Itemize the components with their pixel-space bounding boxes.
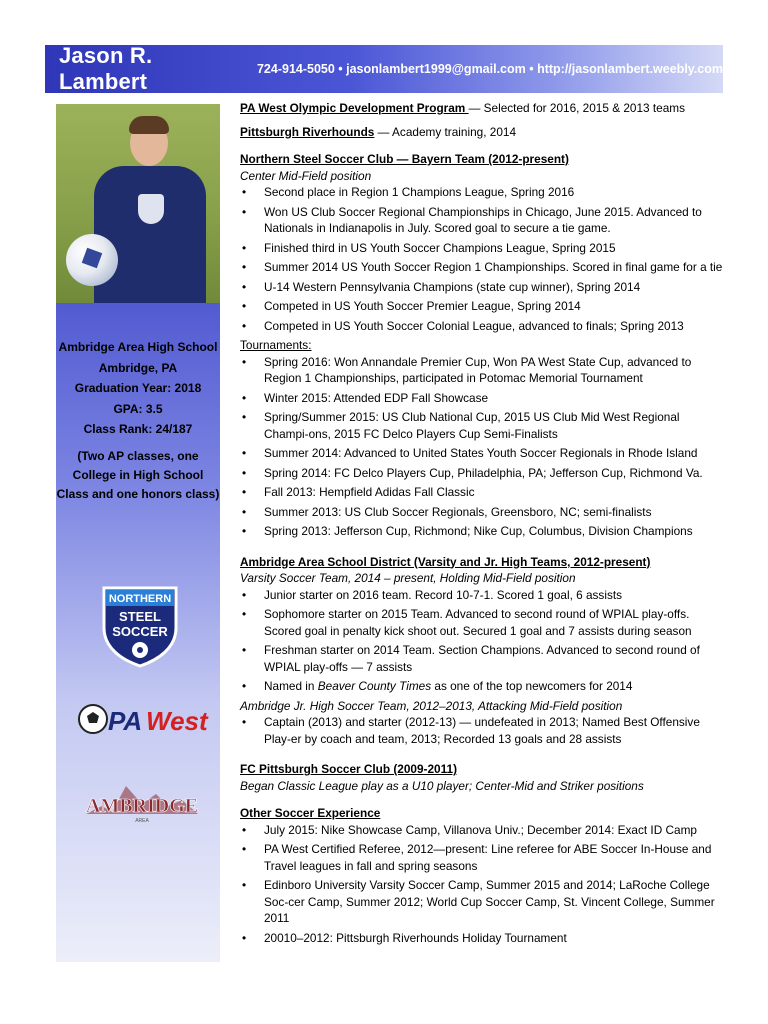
list-item: • Spring 2016: Won Annandale Premier Cup, Won PA West State Cup, advanced to Region 1 Championships, participated in Potomac Memorial Tournament (240, 354, 724, 387)
list-item: • PA West Certified Referee, 2012—present: Line referee for ABE Soccer In-House and Travel leagues in fall and spring seasons (240, 841, 724, 874)
list-item: • Sophomore starter on 2015 Team. Advanced to second round of WPIAL play-offs. Scored goal in penalty kick shoot out. Secured 1 goal and 7 assists during season (240, 606, 724, 639)
list-item: • Fall 2013: Hempfield Adidas Fall Classic (240, 484, 724, 501)
tournaments-label: Tournaments: (240, 338, 312, 352)
list-item: • Won US Club Soccer Regional Championships in Chicago, June 2015. Advanced to Nationals in Indianapolis in July. Scored goal to secure a tie game. (240, 204, 724, 237)
photo-jersey-crest (138, 194, 164, 224)
list-item: • Summer 2014: Advanced to United States Youth Soccer Regionals in Rhode Island (240, 445, 724, 462)
list-item: • U-14 Western Pennsylvania Champions (state cup winner), Spring 2014 (240, 279, 724, 296)
graduation-year: Graduation Year: 2018 (74, 381, 202, 395)
section-title-aasd: Ambridge Area School District (Varsity and Jr. High Teams, 2012-present) (240, 554, 651, 569)
section-title-other: Other Soccer Experience (240, 806, 381, 820)
list-item: • Second place in Region 1 Champions League, Spring 2016 (240, 184, 724, 201)
list-item: • Competed in US Youth Soccer Premier League, Spring 2014 (240, 298, 724, 315)
school-location: Ambridge, PA (98, 360, 178, 375)
list-item: • Summer 2014 US Youth Soccer Region 1 Championships. Scored in final game for a tie (240, 259, 724, 276)
list-item: • Spring 2013: Jefferson Cup, Richmond; Nike Cup, Columbus, Division Champions (240, 523, 724, 540)
varsity-subtitle: Varsity Soccer Team, 2014 – present, Holding Mid-Field position (240, 571, 576, 585)
contact-info[interactable]: 724-914-5050 • jasonlambert1999@gmail.com • http://jasonlambert.weebly.com (256, 62, 723, 76)
school-info (56, 340, 220, 510)
logo-text-ambridge: AMBRIDGE (85, 795, 199, 817)
class-rank: Class Rank: 24/187 (83, 422, 193, 436)
photo-jersey (94, 166, 206, 303)
northern-steel-logo (100, 584, 180, 668)
section-title-fcp: FC Pittsburgh Soccer Club (2009-2011) (240, 762, 457, 776)
photo-hair (129, 116, 169, 134)
fcp-subtitle: Began Classic League play as a U10 player; Center-Mid and Striker positions (240, 778, 644, 793)
list-item: • Finished third in US Youth Soccer Champions League, Spring 2015 (240, 240, 724, 257)
list-item: • Competed in US Youth Soccer Colonial League, advanced to finals; Spring 2013 (240, 318, 724, 335)
logo-text-northern: NORTHERN (108, 593, 172, 605)
list-item: • Named in Beaver County Times as one of the top newcomers for 2014 (240, 678, 724, 695)
candidate-name: Jason R. Lambert (59, 43, 153, 94)
jr-high-subtitle: Ambridge Jr. High Soccer Team, 2012–2013, Attacking Mid-Field position (240, 698, 623, 713)
list-item: • Captain (2013) and starter (2012-13) — undefeated in 2013; Named Best Offensive Play-er by coach and team, 2013; Recorded 13 goals and 28 assists (240, 714, 724, 747)
other-list (240, 822, 724, 947)
list-item: • Summer 2013: US Club Soccer Regionals, Greensboro, NC; semi-finalists (240, 504, 724, 521)
list-item: • Edinboro University Varsity Soccer Camp, Summer 2015 and 2014; LaRoche College Soc-cer Camp, Summer 2012; World Cup Soccer Camp, St. Vincent College, Summer 2011 (240, 877, 724, 927)
list-item: • Junior starter on 2016 team. Record 10-7-1. Scored 1 goal, 6 assists (240, 587, 724, 604)
resume-header (45, 45, 723, 93)
odp-line: PA West Olympic Development Program — Selected for 2016, 2015 & 2013 teams (240, 101, 685, 115)
academic-note: (Two AP classes, one College in High School Class and one honors class) (56, 449, 220, 501)
list-item: • Spring/Summer 2015: US Club National Cup, 2015 US Club Mid West Regional Champi-ons, 2015 FC Delco Players Cup Semi-Finalists (240, 409, 724, 442)
logo-text-steel: STEEL (119, 609, 161, 624)
jr-high-list (240, 714, 724, 747)
section-title-nssc: Northern Steel Soccer Club — Bayern Team (2012-present) (240, 152, 569, 166)
logo-text-west: West (146, 706, 208, 736)
tournaments-list (240, 354, 724, 540)
logo-text-soccer: SOCCER (112, 624, 168, 639)
logo-text-area: AREA (135, 818, 149, 824)
nssc-subtitle: Center Mid-Field position (240, 168, 372, 183)
pa-west-logo (76, 702, 216, 736)
list-item: • Winter 2015: Attended EDP Fall Showcase (240, 390, 724, 407)
sidebar (56, 104, 220, 962)
list-item: • July 2015: Nike Showcase Camp, Villanova Univ.; December 2014: Exact ID Camp (240, 822, 724, 839)
list-item: • Freshman starter on 2014 Team. Section Champions. Advanced to second round of WPIAL play-offs — 7 assists (240, 642, 724, 675)
riverhounds-line: Pittsburgh Riverhounds — Academy training, 2014 (240, 124, 517, 139)
main-content (240, 100, 724, 949)
list-item: • Spring 2014: FC Delco Players Cup, Philadelphia, PA; Jefferson Cup, Richmond Va. (240, 465, 724, 482)
gpa: GPA: 3.5 (113, 401, 163, 416)
nssc-list (240, 184, 724, 334)
varsity-list (240, 587, 724, 695)
soccer-ball-icon (66, 234, 118, 286)
list-item: • 20010–2012: Pittsburgh Riverhounds Holiday Tournament (240, 930, 724, 947)
profile-photo (56, 104, 220, 303)
logo-text-pa: PA (108, 706, 143, 736)
school-name: Ambridge Area High School (58, 340, 218, 354)
ambridge-logo (82, 776, 202, 826)
